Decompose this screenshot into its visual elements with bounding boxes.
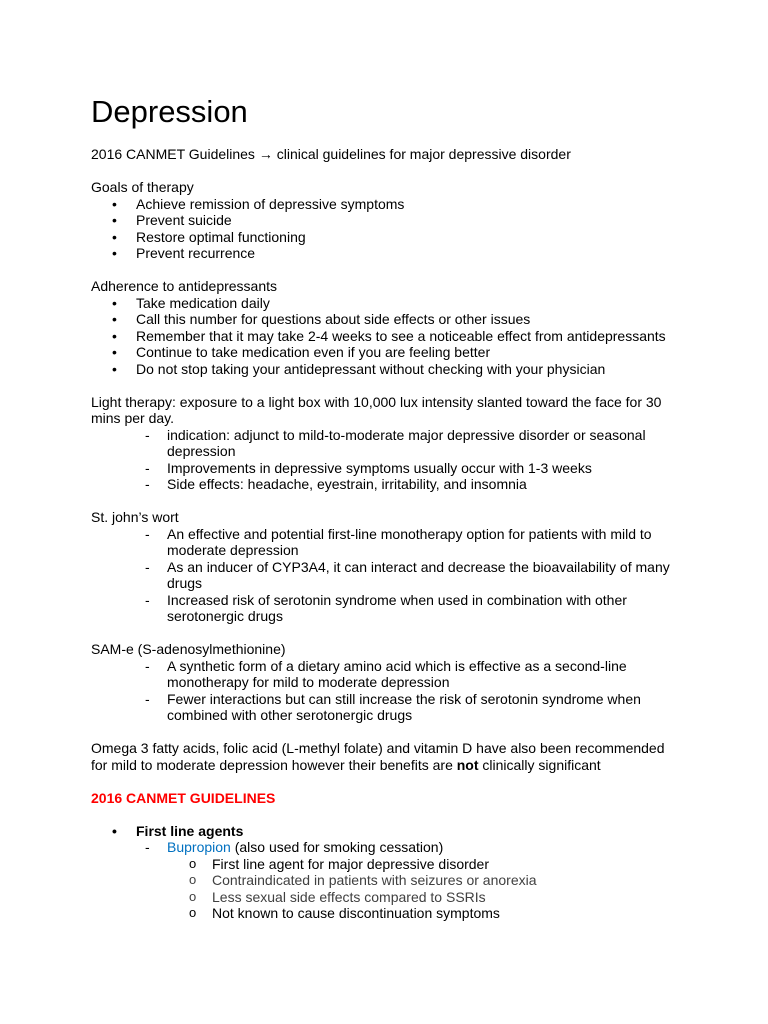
list-item: - Fewer interactions but can still increase the risk of serotonin syndrome when combined with other serotonergic drugs (91, 691, 676, 724)
goals-list (91, 196, 676, 262)
adherence-list (91, 295, 676, 378)
first-line-agents-label: • First line agents (91, 823, 676, 840)
list-item: - A synthetic form of a dietary amino acid which is effective as a second-line monotherapy for mild to moderate depression (91, 658, 676, 691)
list-item: • Achieve remission of depressive symptoms (91, 196, 676, 213)
list-item: • Prevent recurrence (91, 245, 676, 262)
goals-heading: Goals of therapy (91, 179, 194, 195)
canmet-heading: 2016 CANMET GUIDELINES (91, 789, 276, 806)
omega-paragraph (91, 740, 676, 773)
bupropion-item (91, 839, 676, 856)
omega-bold-not: not (456, 756, 479, 773)
omega-text-before: Omega 3 fatty acids, folic acid (L-methyl folate) and vitamin D have also been recommended for mild to moderate depression however their benefits are (91, 740, 665, 773)
canmet-agents-list (91, 823, 676, 840)
bupropion-note: (also used for smoking cessation) (230, 839, 444, 855)
list-item: • Take medication daily (91, 295, 676, 312)
list-item: - Improvements in depressive symptoms usually occur with 1-3 weeks (91, 460, 676, 477)
list-item: - Increased risk of serotonin syndrome when used in combination with other serotonergic drugs (91, 592, 676, 625)
intro-text-before: 2016 CANMET Guidelines (91, 146, 259, 162)
list-item: - An effective and potential first-line monotherapy option for patients with mild to moderate depression (91, 526, 676, 559)
list-item: • Prevent suicide (91, 212, 676, 229)
list-item: o First line agent for major depressive disorder (91, 856, 676, 873)
st-johns-heading: St. john’s wort (91, 509, 179, 525)
bupropion-details-list (91, 856, 676, 922)
bupropion-list (91, 839, 676, 856)
light-therapy-heading: Light therapy: exposure to a light box with 10,000 lux intensity slanted toward the face for 30 mins per day. (91, 393, 662, 426)
intro-line (91, 146, 676, 163)
list-item: • Restore optimal functioning (91, 229, 676, 246)
list-item: - indication: adjunct to mild-to-moderate major depressive disorder or seasonal depression (91, 427, 676, 460)
bupropion-link[interactable]: Bupropion (167, 839, 231, 855)
list-item: • Do not stop taking your antidepressant without checking with your physician (91, 361, 676, 378)
list-item: - As an inducer of CYP3A4, it can interact and decrease the bioavailability of many drugs (91, 559, 676, 592)
list-item: o Less sexual side effects compared to SSRIs (91, 889, 676, 906)
list-item: o Not known to cause discontinuation symptoms (91, 905, 676, 922)
intro-text-after: clinical guidelines for major depressive disorder (272, 146, 571, 162)
same-heading: SAM-e (S-adenosylmethionine) (91, 641, 286, 657)
adherence-heading: Adherence to antidepressants (91, 278, 278, 294)
omega-text-after: clinically significant (478, 756, 601, 773)
st-johns-list (91, 526, 676, 625)
same-list (91, 658, 676, 724)
list-item: o Contraindicated in patients with seizures or anorexia (91, 872, 676, 889)
page-title: Depression (91, 94, 248, 129)
arrow-icon: → (258, 146, 273, 162)
list-item: • Call this number for questions about side effects or other issues (91, 311, 676, 328)
list-item: • Remember that it may take 2-4 weeks to see a noticeable effect from antidepressants (91, 328, 676, 345)
light-therapy-list (91, 427, 676, 493)
list-item: • Continue to take medication even if you are feeling better (91, 344, 676, 361)
list-item: - Side effects: headache, eyestrain, irritability, and insomnia (91, 476, 676, 493)
